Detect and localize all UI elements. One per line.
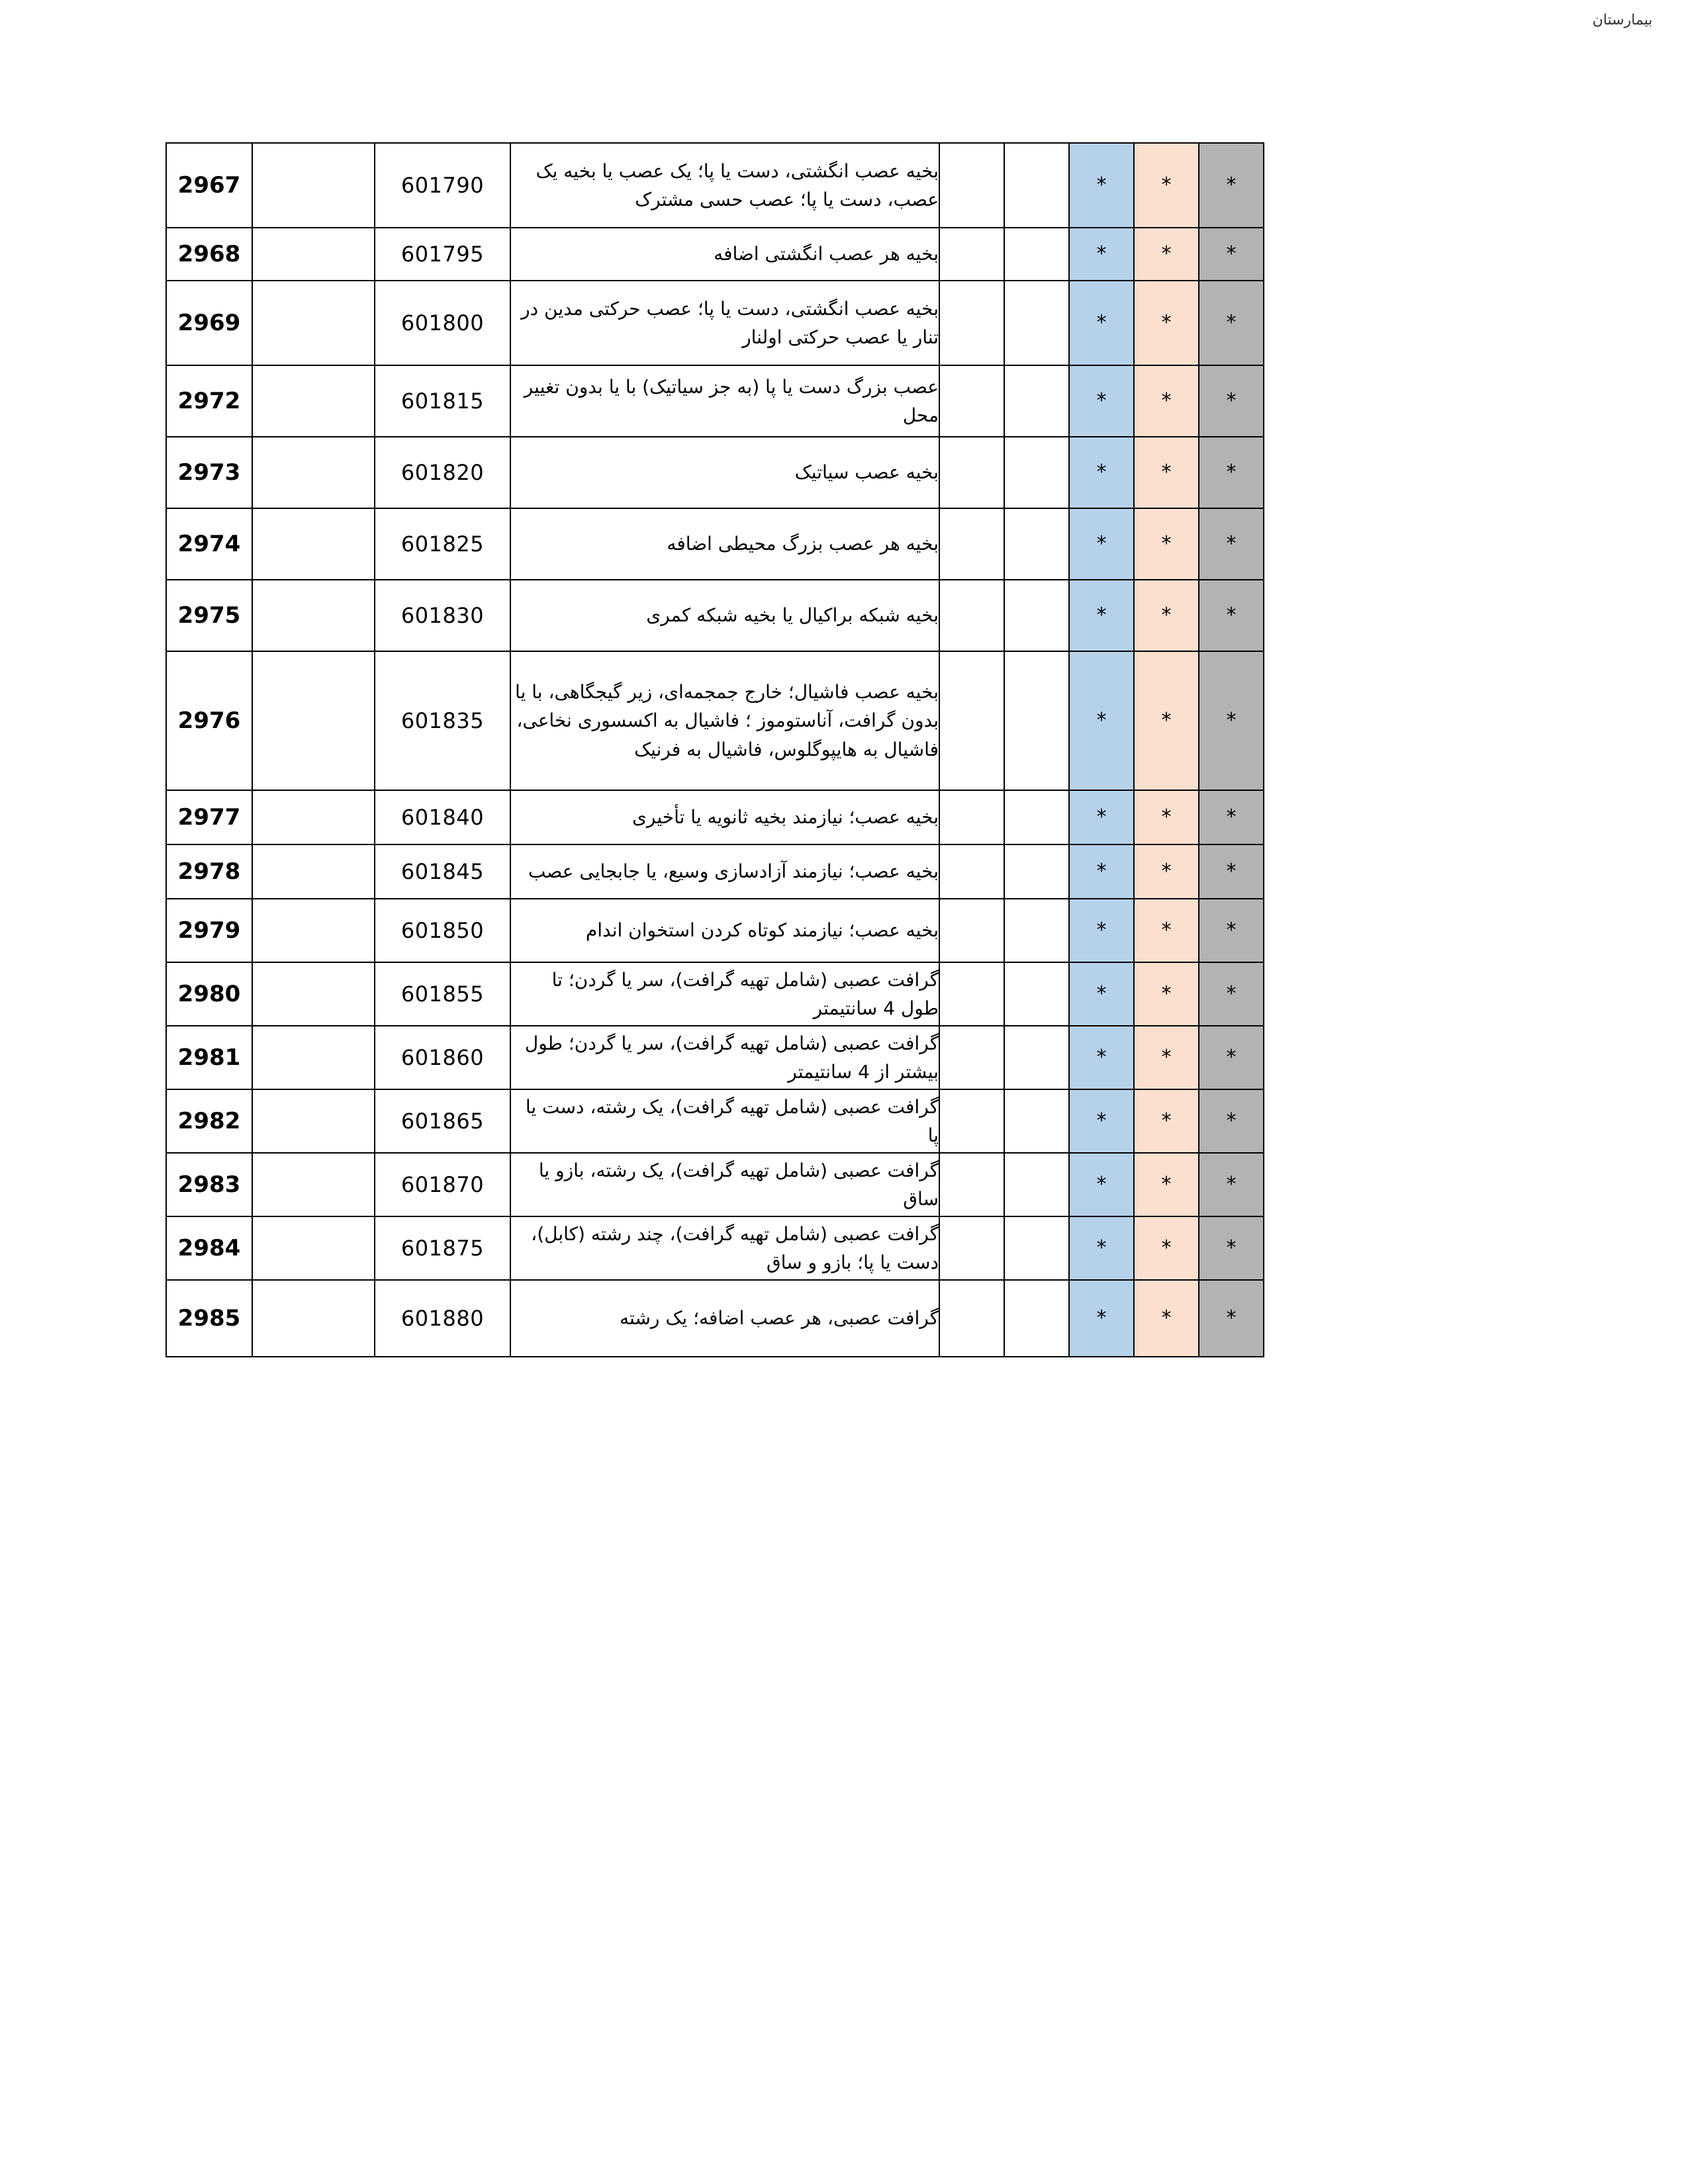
empty-cell xyxy=(252,1026,375,1089)
star-cell-peach: * xyxy=(1134,281,1199,365)
blank-cell-2 xyxy=(939,143,1004,228)
blank-cell-2 xyxy=(939,1089,1004,1153)
star-cell-gray: * xyxy=(1199,962,1264,1026)
star-cell-peach: * xyxy=(1134,1089,1199,1153)
row-number-cell: 2973 xyxy=(166,437,252,508)
row-number-cell: 2980 xyxy=(166,962,252,1026)
star-cell-gray: * xyxy=(1199,1026,1264,1089)
table-row xyxy=(166,1216,1264,1280)
table-row xyxy=(166,580,1264,651)
table-row xyxy=(166,281,1264,365)
star-cell-blue: * xyxy=(1069,143,1134,228)
star-cell-gray: * xyxy=(1199,1216,1264,1280)
description-cell: گرافت عصبی (شامل تهیه گرافت)، یک رشته، دست یا پا xyxy=(510,1089,939,1153)
table-row xyxy=(166,437,1264,508)
star-cell-gray: * xyxy=(1199,790,1264,844)
row-number-cell: 2978 xyxy=(166,844,252,899)
code-cell: 601840 xyxy=(375,790,510,844)
star-cell-gray: * xyxy=(1199,365,1264,437)
blank-cell-2 xyxy=(939,899,1004,962)
description-cell: بخیه عصب؛ نیازمند آزادسازی وسیع، یا جابجایی عصب xyxy=(510,844,939,899)
row-number-cell: 2968 xyxy=(166,228,252,281)
star-cell-gray: * xyxy=(1199,651,1264,790)
description-cell: عصب بزرگ دست یا پا (به جز سیاتیک) با یا بدون تغییر محل xyxy=(510,365,939,437)
description-cell: بخیه شبکه براکیال یا بخیه شبکه کمری xyxy=(510,580,939,651)
row-number-cell: 2972 xyxy=(166,365,252,437)
empty-cell xyxy=(252,437,375,508)
code-cell: 601875 xyxy=(375,1216,510,1280)
row-number-cell: 2985 xyxy=(166,1280,252,1357)
blank-cell-1 xyxy=(1004,1089,1069,1153)
code-cell: 601800 xyxy=(375,281,510,365)
empty-cell xyxy=(252,1216,375,1280)
description-cell: بخیه عصب فاشیال؛ خارج جمجمه‌ای، زیر گیجگاهی، با یا بدون گرافت، آناستوموز ؛ فاشیال به اکسسوری نخاعی، فاشیال به هایپوگلوس، فاشیال به فرنیک xyxy=(510,651,939,790)
empty-cell xyxy=(252,508,375,580)
star-cell-gray: * xyxy=(1199,508,1264,580)
blank-cell-1 xyxy=(1004,228,1069,281)
star-cell-blue: * xyxy=(1069,437,1134,508)
star-cell-gray: * xyxy=(1199,1280,1264,1357)
blank-cell-1 xyxy=(1004,281,1069,365)
code-cell: 601880 xyxy=(375,1280,510,1357)
blank-cell-1 xyxy=(1004,437,1069,508)
blank-cell-1 xyxy=(1004,580,1069,651)
star-cell-blue: * xyxy=(1069,962,1134,1026)
row-number-cell: 2976 xyxy=(166,651,252,790)
empty-cell xyxy=(252,790,375,844)
empty-cell xyxy=(252,1089,375,1153)
row-number-cell: 2982 xyxy=(166,1089,252,1153)
description-cell: بخیه عصب؛ نیازمند کوتاه کردن استخوان اندام xyxy=(510,899,939,962)
empty-cell xyxy=(252,365,375,437)
blank-cell-2 xyxy=(939,962,1004,1026)
table-row xyxy=(166,143,1264,228)
star-cell-blue: * xyxy=(1069,844,1134,899)
code-cell: 601860 xyxy=(375,1026,510,1089)
empty-cell xyxy=(252,281,375,365)
blank-cell-2 xyxy=(939,1216,1004,1280)
star-cell-gray: * xyxy=(1199,899,1264,962)
blank-cell-1 xyxy=(1004,1216,1069,1280)
row-number-cell: 2979 xyxy=(166,899,252,962)
table-row xyxy=(166,651,1264,790)
star-cell-blue: * xyxy=(1069,1280,1134,1357)
description-cell: گرافت عصبی (شامل تهیه گرافت)، سر یا گردن؛ طول بیشتر از 4 سانتیمتر xyxy=(510,1026,939,1089)
code-cell: 601830 xyxy=(375,580,510,651)
star-cell-peach: * xyxy=(1134,580,1199,651)
code-cell: 601835 xyxy=(375,651,510,790)
blank-cell-1 xyxy=(1004,143,1069,228)
star-cell-gray: * xyxy=(1199,1089,1264,1153)
empty-cell xyxy=(252,899,375,962)
row-number-cell: 2975 xyxy=(166,580,252,651)
description-cell: بخیه هر عصب انگشتی اضافه xyxy=(510,228,939,281)
code-cell: 601870 xyxy=(375,1153,510,1216)
blank-cell-2 xyxy=(939,1280,1004,1357)
description-cell: گرافت عصبی (شامل تهیه گرافت)، چند رشته (کابل)، دست یا پا؛ بازو و ساق xyxy=(510,1216,939,1280)
row-number-cell: 2983 xyxy=(166,1153,252,1216)
star-cell-blue: * xyxy=(1069,281,1134,365)
code-cell: 601790 xyxy=(375,143,510,228)
empty-cell xyxy=(252,651,375,790)
blank-cell-2 xyxy=(939,1026,1004,1089)
table-row xyxy=(166,899,1264,962)
blank-cell-2 xyxy=(939,651,1004,790)
star-cell-gray: * xyxy=(1199,1153,1264,1216)
blank-cell-2 xyxy=(939,281,1004,365)
code-cell: 601845 xyxy=(375,844,510,899)
table-body xyxy=(166,143,1264,1357)
empty-cell xyxy=(252,1280,375,1357)
star-cell-peach: * xyxy=(1134,962,1199,1026)
empty-cell xyxy=(252,1153,375,1216)
row-number-cell: 2969 xyxy=(166,281,252,365)
star-cell-gray: * xyxy=(1199,580,1264,651)
table-row xyxy=(166,844,1264,899)
star-cell-blue: * xyxy=(1069,651,1134,790)
description-cell: بخیه هر عصب بزرگ محیطی اضافه xyxy=(510,508,939,580)
blank-cell-1 xyxy=(1004,962,1069,1026)
star-cell-blue: * xyxy=(1069,228,1134,281)
empty-cell xyxy=(252,844,375,899)
star-cell-peach: * xyxy=(1134,1216,1199,1280)
empty-cell xyxy=(252,143,375,228)
medical-codes-table xyxy=(165,142,1264,1357)
star-cell-blue: * xyxy=(1069,790,1134,844)
blank-cell-2 xyxy=(939,790,1004,844)
star-cell-gray: * xyxy=(1199,143,1264,228)
table-row xyxy=(166,508,1264,580)
blank-cell-1 xyxy=(1004,1026,1069,1089)
code-cell: 601820 xyxy=(375,437,510,508)
code-cell: 601865 xyxy=(375,1089,510,1153)
codes-table-container xyxy=(179,142,1264,1357)
code-cell: 601855 xyxy=(375,962,510,1026)
star-cell-blue: * xyxy=(1069,899,1134,962)
star-cell-peach: * xyxy=(1134,1026,1199,1089)
blank-cell-2 xyxy=(939,1153,1004,1216)
blank-cell-2 xyxy=(939,580,1004,651)
star-cell-peach: * xyxy=(1134,790,1199,844)
blank-cell-1 xyxy=(1004,790,1069,844)
star-cell-peach: * xyxy=(1134,437,1199,508)
blank-cell-2 xyxy=(939,228,1004,281)
code-cell: 601815 xyxy=(375,365,510,437)
description-cell: گرافت عصبی (شامل تهیه گرافت)، یک رشته، بازو یا ساق xyxy=(510,1153,939,1216)
empty-cell xyxy=(252,962,375,1026)
star-cell-peach: * xyxy=(1134,228,1199,281)
star-cell-peach: * xyxy=(1134,899,1199,962)
row-number-cell: 2974 xyxy=(166,508,252,580)
star-cell-blue: * xyxy=(1069,580,1134,651)
table-row xyxy=(166,228,1264,281)
table-row xyxy=(166,1280,1264,1357)
blank-cell-1 xyxy=(1004,899,1069,962)
star-cell-peach: * xyxy=(1134,651,1199,790)
star-cell-peach: * xyxy=(1134,1280,1199,1357)
star-cell-gray: * xyxy=(1199,844,1264,899)
row-number-cell: 2981 xyxy=(166,1026,252,1089)
table-row xyxy=(166,1153,1264,1216)
empty-cell xyxy=(252,580,375,651)
star-cell-blue: * xyxy=(1069,365,1134,437)
empty-cell xyxy=(252,228,375,281)
description-cell: بخیه عصب انگشتی، دست یا پا؛ یک عصب یا بخیه یک عصب، دست یا پا؛ عصب حسی مشترک xyxy=(510,143,939,228)
star-cell-peach: * xyxy=(1134,365,1199,437)
description-cell: بخیه عصب؛ نیازمند بخیه ثانویه یا تأخیری xyxy=(510,790,939,844)
blank-cell-1 xyxy=(1004,365,1069,437)
blank-cell-1 xyxy=(1004,651,1069,790)
star-cell-gray: * xyxy=(1199,228,1264,281)
star-cell-gray: * xyxy=(1199,281,1264,365)
star-cell-blue: * xyxy=(1069,1089,1134,1153)
star-cell-gray: * xyxy=(1199,437,1264,508)
description-cell: گرافت عصبی (شامل تهیه گرافت)، سر یا گردن؛ تا طول 4 سانتیمتر xyxy=(510,962,939,1026)
blank-cell-2 xyxy=(939,437,1004,508)
blank-cell-2 xyxy=(939,508,1004,580)
blank-cell-2 xyxy=(939,365,1004,437)
star-cell-peach: * xyxy=(1134,844,1199,899)
blank-cell-1 xyxy=(1004,844,1069,899)
table-row xyxy=(166,365,1264,437)
description-cell: گرافت عصبی، هر عصب اضافه؛ یک رشته xyxy=(510,1280,939,1357)
row-number-cell: 2967 xyxy=(166,143,252,228)
code-cell: 601795 xyxy=(375,228,510,281)
star-cell-peach: * xyxy=(1134,143,1199,228)
blank-cell-1 xyxy=(1004,1280,1069,1357)
blank-cell-2 xyxy=(939,844,1004,899)
table-row xyxy=(166,1026,1264,1089)
star-cell-peach: * xyxy=(1134,1153,1199,1216)
code-cell: 601850 xyxy=(375,899,510,962)
star-cell-blue: * xyxy=(1069,1026,1134,1089)
table-row xyxy=(166,962,1264,1026)
description-cell: بخیه عصب سیاتیک xyxy=(510,437,939,508)
row-number-cell: 2977 xyxy=(166,790,252,844)
description-cell: بخیه عصب انگشتی، دست یا پا؛ عصب حرکتی مدین در تنار یا عصب حرکتی اولنار xyxy=(510,281,939,365)
table-row xyxy=(166,790,1264,844)
blank-cell-1 xyxy=(1004,508,1069,580)
row-number-cell: 2984 xyxy=(166,1216,252,1280)
star-cell-blue: * xyxy=(1069,1216,1134,1280)
star-cell-peach: * xyxy=(1134,508,1199,580)
publisher-logo: بیمارستان xyxy=(1592,12,1653,28)
blank-cell-1 xyxy=(1004,1153,1069,1216)
table-row xyxy=(166,1089,1264,1153)
star-cell-blue: * xyxy=(1069,1153,1134,1216)
star-cell-blue: * xyxy=(1069,508,1134,580)
code-cell: 601825 xyxy=(375,508,510,580)
